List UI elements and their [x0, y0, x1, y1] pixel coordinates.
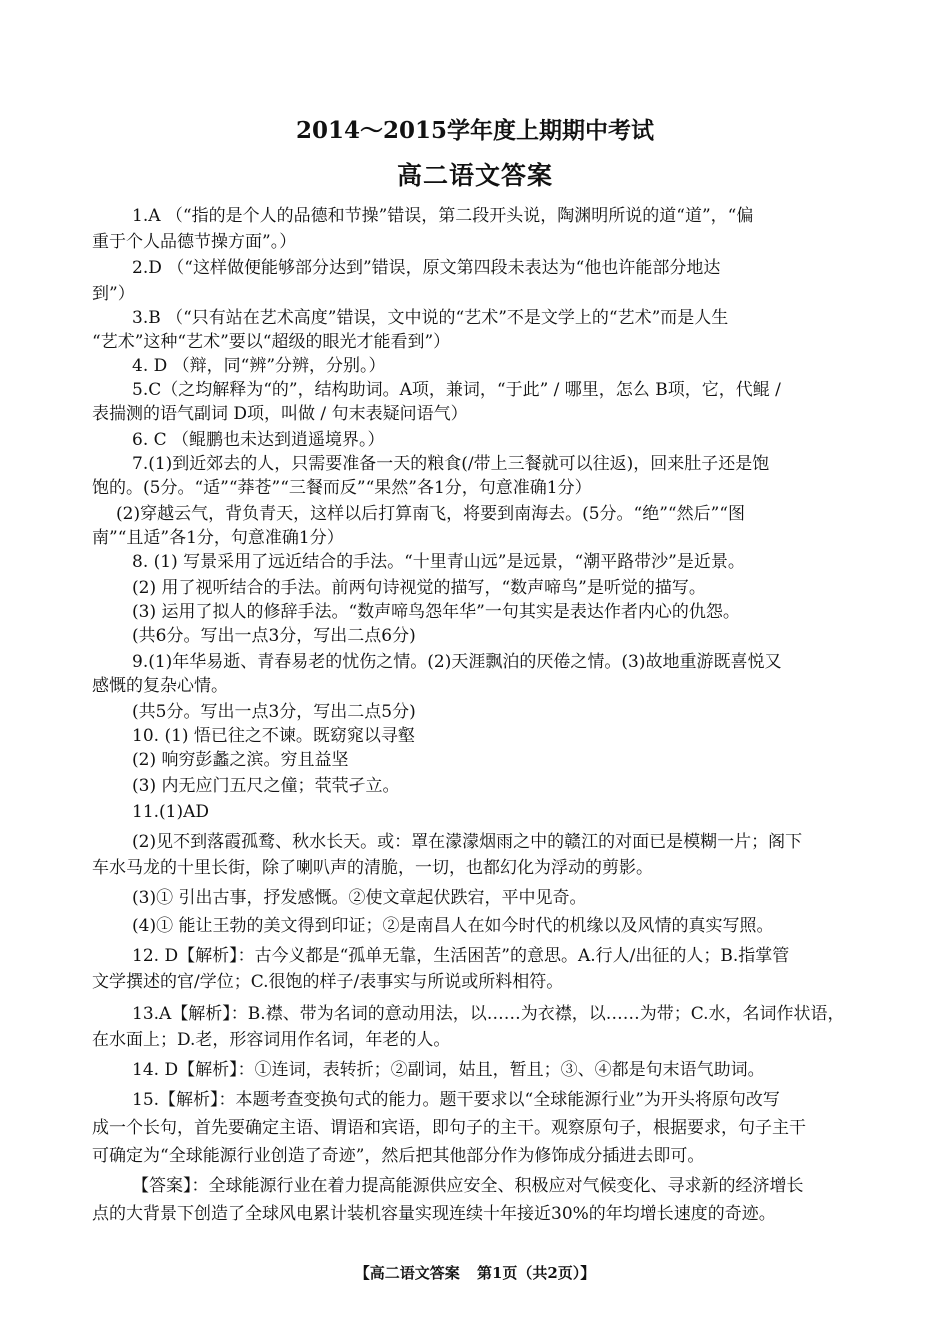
answer-line: 成一个长句，首先要确定主语、谓语和宾语，即句子的主干。观察原句子，根据要求，句子主干	[92, 1118, 806, 1138]
answer-line: 点的大背景下创造了全球风电累计装机容量实现连续十年接近30%的年均增长速度的奇迹。	[92, 1204, 776, 1224]
answer-line: (2)穿越云气，背负青天，这样以后打算南飞，将要到南海去。(5分。“绝”“然后”“图	[116, 504, 745, 524]
answer-line: (2) 响穷彭蠡之滨。穷且益坚	[132, 750, 349, 770]
answer-line: 重于个人品德节操方面”。）	[92, 232, 297, 252]
footer-page-number: 第1页（共2页）】	[476, 1264, 596, 1282]
answer-line: 12. D【解析】：古今义都是“孤单无靠，生活困苦”的意思。A.行人/出征的人；B.指掌管	[132, 946, 790, 966]
answer-line: 15.【解析】：本题考查变换句式的能力。题干要求以“全球能源行业”为开头将原句改写	[132, 1090, 780, 1110]
answer-line: 1.A （“指的是个人的品德和节操”错误，第二段开头说，陶渊明所说的道“道”，“偏	[132, 206, 754, 226]
answer-line: 到”）	[92, 284, 135, 304]
answer-line: (3) 内无应门五尺之僮；茕茕孑立。	[132, 776, 400, 796]
answer-line: 2.D （“这样做便能够部分达到”错误，原文第四段未表达为“他也许能部分地达	[132, 258, 721, 278]
footer-doc-name: 【高二语文答案	[354, 1264, 460, 1282]
exam-title: 2014～2015学年度上期期中考试	[295, 117, 655, 144]
answer-line: (2)见不到落霞孤鹜、秋水长天。或：罩在濛濛烟雨之中的赣江的对面已是模糊一片；阁下	[132, 832, 803, 852]
answer-line: (4)① 能让王勃的美文得到印证；②是南昌人在如今时代的机缘以及风情的真实写照。	[132, 916, 774, 936]
answer-line: 7.(1)到近郊去的人，只需要准备一天的粮食(/带上三餐就可以往返)，回来肚子还是饱	[132, 454, 770, 474]
answer-line: (3)① 引出古事，抒发感慨。②使文章起伏跌宕，平中见奇。	[132, 888, 587, 908]
answer-line: 表揣测的语气副词 D项，叫做 / 句末表疑问语气）	[92, 404, 468, 424]
answer-line: 10. (1) 悟已往之不谏。既窈窕以寻壑	[132, 726, 415, 746]
answer-line: (2) 用了视听结合的手法。前两句诗视觉的描写，“数声啼鸟”是听觉的描写。	[132, 578, 706, 598]
answer-line: (3) 运用了拟人的修辞手法。“数声啼鸟怨年华”一句其实是表达作者内心的仇怨。	[132, 602, 740, 622]
answer-line: 可确定为“全球能源行业创造了奇迹”，然后把其他部分作为修饰成分插进去即可。	[92, 1146, 705, 1166]
answer-line: 8. (1) 写景采用了远近结合的手法。“十里青山远”是远景，“潮平路带沙”是近景。	[132, 552, 745, 572]
answer-line: 14. D【解析】：①连词，表转折；②副词，姑且，暂且；③、④都是句末语气助词。	[132, 1060, 765, 1080]
answer-line: 饱的。(5分。“适”“莽苍”“三餐而反”“果然”各1分，句意准确1分）	[92, 478, 592, 498]
answer-line: 3.B （“只有站在艺术高度”错误，文中说的“艺术”不是文学上的“艺术”而是人生	[132, 308, 729, 328]
answer-line: 9.(1)年华易逝、青春易老的忧伤之情。(2)天涯飘泊的厌倦之情。(3)故地重游既喜悦又	[132, 652, 782, 672]
answer-line: 文学撰述的官/学位；C.很饱的样子/表事实与所说或所料相符。	[92, 972, 564, 992]
answer-line: (共5分。写出一点3分，写出二点5分)	[132, 702, 416, 722]
answer-line: 南”“且适”各1分，句意准确1分）	[92, 528, 344, 548]
answer-line: 4. D （辩，同“辨”分辨，分别。）	[132, 356, 386, 376]
answer-line: 车水马龙的十里长街，除了喇叭声的清脆，一切，也都幻化为浮动的剪影。	[92, 858, 653, 878]
answer-line: “艺术”这种“艺术”要以“超级的眼光才能看到”）	[92, 332, 451, 352]
answer-line: 13.A【解析】：B.襟、带为名词的意动用法，以……为衣襟，以……为带；C.水，名词作状语，	[132, 1004, 845, 1024]
answer-line: 在水面上；D.老，形容词用作名词，年老的人。	[92, 1030, 451, 1050]
answer-line: 5.C（之均解释为“的”，结构助词。A项，兼词，“于此” / 哪里，怎么 B项，它，代鲲 /	[132, 380, 781, 400]
answer-line: 感慨的复杂心情。	[92, 676, 228, 696]
page-footer	[0, 1262, 950, 1283]
answer-line: 【答案】：全球能源行业在着力提高能源供应安全、积极应对气候变化、寻求新的经济增长	[132, 1176, 804, 1196]
answer-line: (共6分。写出一点3分，写出二点6分)	[132, 626, 416, 646]
answer-line: 6. C （鲲鹏也未达到逍遥境界。）	[132, 430, 385, 450]
document-subtitle: 高二语文答案	[396, 161, 553, 190]
answer-line: 11.(1)AD	[132, 802, 210, 822]
